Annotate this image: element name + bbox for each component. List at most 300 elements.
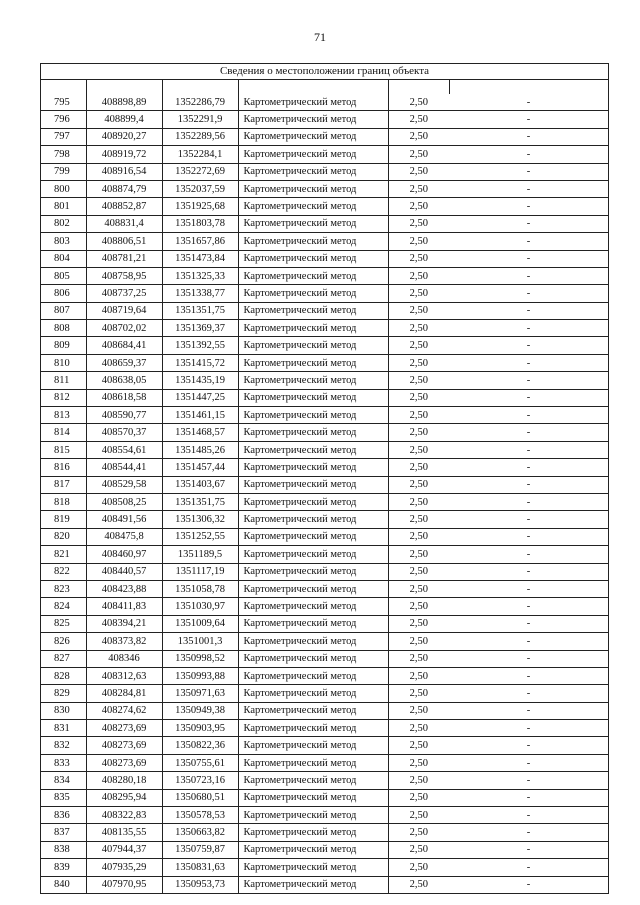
method-cell: Картометрический метод [238, 250, 388, 267]
accuracy-cell: 2,50 [388, 615, 449, 632]
accuracy-cell: 2,50 [388, 667, 449, 684]
x-coordinate-cell: 408874,79 [86, 180, 162, 197]
accuracy-cell: 2,50 [388, 198, 449, 215]
note-cell: - [449, 546, 608, 563]
y-coordinate-cell: 1351306,32 [162, 511, 238, 528]
page-number: 71 [314, 30, 326, 44]
x-coordinate-cell: 408273,69 [86, 754, 162, 771]
y-coordinate-cell: 1351925,68 [162, 198, 238, 215]
accuracy-cell: 2,50 [388, 128, 449, 145]
x-coordinate-cell: 408758,95 [86, 267, 162, 284]
note-cell: - [449, 302, 608, 319]
method-cell: Картометрический метод [238, 807, 388, 824]
y-coordinate-cell: 1351369,37 [162, 320, 238, 337]
x-coordinate-cell: 408554,61 [86, 441, 162, 458]
point-number-cell: 820 [41, 528, 86, 545]
x-coordinate-cell: 407944,37 [86, 841, 162, 858]
x-coordinate-cell: 408274,62 [86, 702, 162, 719]
point-number-cell: 807 [41, 302, 86, 319]
x-coordinate-cell: 408919,72 [86, 146, 162, 163]
y-coordinate-cell: 1351457,44 [162, 459, 238, 476]
table-caption: Сведения о местоположении границ объекта [41, 64, 608, 80]
point-number-cell: 826 [41, 633, 86, 650]
point-number-cell: 829 [41, 685, 86, 702]
method-cell: Картометрический метод [238, 128, 388, 145]
table-row [41, 441, 608, 458]
table-row [41, 720, 608, 737]
x-coordinate-cell: 408394,21 [86, 615, 162, 632]
method-cell: Картометрический метод [238, 267, 388, 284]
accuracy-cell: 2,50 [388, 650, 449, 667]
point-number-cell: 803 [41, 233, 86, 250]
accuracy-cell: 2,50 [388, 876, 449, 893]
note-cell: - [449, 667, 608, 684]
point-number-cell: 821 [41, 546, 86, 563]
point-number-cell: 828 [41, 667, 86, 684]
x-coordinate-cell: 408920,27 [86, 128, 162, 145]
point-number-cell: 796 [41, 111, 86, 128]
table-row [41, 563, 608, 580]
point-number-cell: 834 [41, 772, 86, 789]
note-cell: - [449, 389, 608, 406]
x-coordinate-cell: 408590,77 [86, 407, 162, 424]
accuracy-cell: 2,50 [388, 267, 449, 284]
table-row [41, 250, 608, 267]
note-cell: - [449, 824, 608, 841]
method-cell: Картометрический метод [238, 789, 388, 806]
point-number-cell: 832 [41, 737, 86, 754]
note-cell: - [449, 337, 608, 354]
table-row [41, 580, 608, 597]
y-coordinate-cell: 1352289,56 [162, 128, 238, 145]
table-row [41, 667, 608, 684]
method-cell: Картометрический метод [238, 754, 388, 771]
method-cell: Картометрический метод [238, 493, 388, 510]
x-coordinate-cell: 408544,41 [86, 459, 162, 476]
y-coordinate-cell: 1350993,88 [162, 667, 238, 684]
table-row [41, 702, 608, 719]
note-cell: - [449, 737, 608, 754]
note-cell: - [449, 146, 608, 163]
point-number-cell: 816 [41, 459, 86, 476]
table-row [41, 876, 608, 893]
accuracy-cell: 2,50 [388, 250, 449, 267]
accuracy-cell: 2,50 [388, 841, 449, 858]
accuracy-cell: 2,50 [388, 859, 449, 876]
y-coordinate-cell: 1352291,9 [162, 111, 238, 128]
note-cell: - [449, 789, 608, 806]
x-coordinate-cell: 408295,94 [86, 789, 162, 806]
table-row [41, 111, 608, 128]
x-coordinate-cell: 408618,58 [86, 389, 162, 406]
method-cell: Картометрический метод [238, 859, 388, 876]
y-coordinate-cell: 1350822,36 [162, 737, 238, 754]
table-row [41, 859, 608, 876]
note-cell: - [449, 633, 608, 650]
point-number-cell: 804 [41, 250, 86, 267]
x-coordinate-cell: 408638,05 [86, 372, 162, 389]
point-number-cell: 801 [41, 198, 86, 215]
table-row [41, 94, 608, 111]
x-coordinate-cell: 408570,37 [86, 424, 162, 441]
accuracy-cell: 2,50 [388, 111, 449, 128]
accuracy-cell: 2,50 [388, 511, 449, 528]
y-coordinate-cell: 1352286,79 [162, 94, 238, 111]
y-coordinate-cell: 1351009,64 [162, 615, 238, 632]
x-coordinate-cell: 408460,97 [86, 546, 162, 563]
x-coordinate-cell: 408831,4 [86, 215, 162, 232]
accuracy-cell: 2,50 [388, 441, 449, 458]
accuracy-cell: 2,50 [388, 389, 449, 406]
note-cell: - [449, 720, 608, 737]
y-coordinate-cell: 1350680,51 [162, 789, 238, 806]
point-number-cell: 836 [41, 807, 86, 824]
note-cell: - [449, 459, 608, 476]
accuracy-cell: 2,50 [388, 372, 449, 389]
y-coordinate-cell: 1350971,63 [162, 685, 238, 702]
method-cell: Картометрический метод [238, 546, 388, 563]
point-number-cell: 802 [41, 215, 86, 232]
accuracy-cell: 2,50 [388, 180, 449, 197]
table-row [41, 493, 608, 510]
table-row [41, 824, 608, 841]
note-cell: - [449, 215, 608, 232]
method-cell: Картометрический метод [238, 389, 388, 406]
x-coordinate-cell: 407970,95 [86, 876, 162, 893]
x-coordinate-cell: 408684,41 [86, 337, 162, 354]
x-coordinate-cell: 408273,69 [86, 720, 162, 737]
point-number-cell: 797 [41, 128, 86, 145]
point-number-cell: 838 [41, 841, 86, 858]
y-coordinate-cell: 1351485,26 [162, 441, 238, 458]
point-number-cell: 831 [41, 720, 86, 737]
method-cell: Картометрический метод [238, 633, 388, 650]
method-cell: Картометрический метод [238, 320, 388, 337]
accuracy-cell: 2,50 [388, 146, 449, 163]
note-cell: - [449, 198, 608, 215]
table-row [41, 841, 608, 858]
accuracy-cell: 2,50 [388, 285, 449, 302]
note-cell: - [449, 685, 608, 702]
note-cell: - [449, 180, 608, 197]
point-number-cell: 839 [41, 859, 86, 876]
accuracy-cell: 2,50 [388, 563, 449, 580]
accuracy-cell: 2,50 [388, 424, 449, 441]
y-coordinate-cell: 1351252,55 [162, 528, 238, 545]
note-cell: - [449, 250, 608, 267]
accuracy-cell: 2,50 [388, 737, 449, 754]
x-coordinate-cell: 408135,55 [86, 824, 162, 841]
point-number-cell: 798 [41, 146, 86, 163]
method-cell: Картометрический метод [238, 598, 388, 615]
y-coordinate-cell: 1351473,84 [162, 250, 238, 267]
point-number-cell: 813 [41, 407, 86, 424]
y-coordinate-cell: 1352037,59 [162, 180, 238, 197]
table-row [41, 285, 608, 302]
accuracy-cell: 2,50 [388, 493, 449, 510]
point-number-cell: 808 [41, 320, 86, 337]
note-cell: - [449, 841, 608, 858]
point-number-cell: 795 [41, 94, 86, 111]
point-number-cell: 837 [41, 824, 86, 841]
accuracy-cell: 2,50 [388, 754, 449, 771]
note-cell: - [449, 285, 608, 302]
table-row [41, 128, 608, 145]
point-number-cell: 819 [41, 511, 86, 528]
point-number-cell: 805 [41, 267, 86, 284]
accuracy-cell: 2,50 [388, 633, 449, 650]
note-cell: - [449, 128, 608, 145]
note-cell: - [449, 476, 608, 493]
method-cell: Картометрический метод [238, 841, 388, 858]
accuracy-cell: 2,50 [388, 772, 449, 789]
accuracy-cell: 2,50 [388, 720, 449, 737]
method-cell: Картометрический метод [238, 702, 388, 719]
accuracy-cell: 2,50 [388, 824, 449, 841]
x-coordinate-cell: 408491,56 [86, 511, 162, 528]
table-row [41, 615, 608, 632]
x-coordinate-cell: 408273,69 [86, 737, 162, 754]
x-coordinate-cell: 408411,83 [86, 598, 162, 615]
note-cell: - [449, 407, 608, 424]
accuracy-cell: 2,50 [388, 580, 449, 597]
x-coordinate-cell: 408423,88 [86, 580, 162, 597]
table-row [41, 598, 608, 615]
table-row [41, 163, 608, 180]
x-coordinate-cell: 408280,18 [86, 772, 162, 789]
y-coordinate-cell: 1351117,19 [162, 563, 238, 580]
boundary-coordinates-table [40, 63, 609, 894]
x-coordinate-cell: 408719,64 [86, 302, 162, 319]
method-cell: Картометрический метод [238, 737, 388, 754]
y-coordinate-cell: 1351415,72 [162, 354, 238, 371]
x-coordinate-cell: 408737,25 [86, 285, 162, 302]
note-cell: - [449, 320, 608, 337]
table-row [41, 633, 608, 650]
point-number-cell: 809 [41, 337, 86, 354]
point-number-cell: 833 [41, 754, 86, 771]
x-coordinate-cell: 408806,51 [86, 233, 162, 250]
x-coordinate-cell: 408659,37 [86, 354, 162, 371]
y-coordinate-cell: 1351351,75 [162, 302, 238, 319]
y-coordinate-cell: 1350831,63 [162, 859, 238, 876]
table-spacer-row [41, 80, 608, 94]
x-coordinate-cell: 408781,21 [86, 250, 162, 267]
method-cell: Картометрический метод [238, 407, 388, 424]
method-cell: Картометрический метод [238, 876, 388, 893]
y-coordinate-cell: 1351447,25 [162, 389, 238, 406]
x-coordinate-cell: 408373,82 [86, 633, 162, 650]
accuracy-cell: 2,50 [388, 546, 449, 563]
point-number-cell: 835 [41, 789, 86, 806]
table-row [41, 789, 608, 806]
table-row [41, 180, 608, 197]
x-coordinate-cell: 408529,58 [86, 476, 162, 493]
table-row [41, 146, 608, 163]
note-cell: - [449, 876, 608, 893]
method-cell: Картометрический метод [238, 302, 388, 319]
note-cell: - [449, 441, 608, 458]
note-cell: - [449, 528, 608, 545]
y-coordinate-cell: 1350755,61 [162, 754, 238, 771]
table-row [41, 389, 608, 406]
note-cell: - [449, 580, 608, 597]
table-row [41, 354, 608, 371]
note-cell: - [449, 424, 608, 441]
table-row [41, 807, 608, 824]
note-cell: - [449, 372, 608, 389]
accuracy-cell: 2,50 [388, 459, 449, 476]
method-cell: Картометрический метод [238, 650, 388, 667]
note-cell: - [449, 754, 608, 771]
point-number-cell: 827 [41, 650, 86, 667]
table-row [41, 215, 608, 232]
y-coordinate-cell: 1351351,75 [162, 493, 238, 510]
note-cell: - [449, 563, 608, 580]
method-cell: Картометрический метод [238, 233, 388, 250]
y-coordinate-cell: 1350759,87 [162, 841, 238, 858]
point-number-cell: 815 [41, 441, 86, 458]
note-cell: - [449, 650, 608, 667]
method-cell: Картометрический метод [238, 198, 388, 215]
table-row [41, 476, 608, 493]
method-cell: Картометрический метод [238, 163, 388, 180]
method-cell: Картометрический метод [238, 563, 388, 580]
y-coordinate-cell: 1350663,82 [162, 824, 238, 841]
accuracy-cell: 2,50 [388, 476, 449, 493]
accuracy-cell: 2,50 [388, 807, 449, 824]
method-cell: Картометрический метод [238, 511, 388, 528]
y-coordinate-cell: 1350723,16 [162, 772, 238, 789]
note-cell: - [449, 807, 608, 824]
y-coordinate-cell: 1350998,52 [162, 650, 238, 667]
table-row [41, 424, 608, 441]
point-number-cell: 812 [41, 389, 86, 406]
method-cell: Картометрический метод [238, 337, 388, 354]
point-number-cell: 823 [41, 580, 86, 597]
y-coordinate-cell: 1351435,19 [162, 372, 238, 389]
point-number-cell: 806 [41, 285, 86, 302]
table-row [41, 528, 608, 545]
note-cell: - [449, 702, 608, 719]
point-number-cell: 817 [41, 476, 86, 493]
y-coordinate-cell: 1351058,78 [162, 580, 238, 597]
y-coordinate-cell: 1351189,5 [162, 546, 238, 563]
note-cell: - [449, 354, 608, 371]
table-row [41, 267, 608, 284]
x-coordinate-cell: 408284,81 [86, 685, 162, 702]
method-cell: Картометрический метод [238, 720, 388, 737]
method-cell: Картометрический метод [238, 441, 388, 458]
method-cell: Картометрический метод [238, 476, 388, 493]
point-number-cell: 811 [41, 372, 86, 389]
y-coordinate-cell: 1351468,57 [162, 424, 238, 441]
point-number-cell: 814 [41, 424, 86, 441]
note-cell: - [449, 859, 608, 876]
point-number-cell: 818 [41, 493, 86, 510]
accuracy-cell: 2,50 [388, 163, 449, 180]
method-cell: Картометрический метод [238, 824, 388, 841]
note-cell: - [449, 598, 608, 615]
point-number-cell: 822 [41, 563, 86, 580]
accuracy-cell: 2,50 [388, 302, 449, 319]
table-row [41, 772, 608, 789]
point-number-cell: 800 [41, 180, 86, 197]
accuracy-cell: 2,50 [388, 685, 449, 702]
y-coordinate-cell: 1352284,1 [162, 146, 238, 163]
accuracy-cell: 2,50 [388, 789, 449, 806]
x-coordinate-cell: 408702,02 [86, 320, 162, 337]
y-coordinate-cell: 1350903,95 [162, 720, 238, 737]
table-row [41, 320, 608, 337]
accuracy-cell: 2,50 [388, 320, 449, 337]
method-cell: Картометрический метод [238, 180, 388, 197]
method-cell: Картометрический метод [238, 772, 388, 789]
accuracy-cell: 2,50 [388, 702, 449, 719]
y-coordinate-cell: 1352272,69 [162, 163, 238, 180]
point-number-cell: 824 [41, 598, 86, 615]
x-coordinate-cell: 408346 [86, 650, 162, 667]
point-number-cell: 799 [41, 163, 86, 180]
table-row [41, 407, 608, 424]
accuracy-cell: 2,50 [388, 354, 449, 371]
point-number-cell: 810 [41, 354, 86, 371]
note-cell: - [449, 267, 608, 284]
table-row [41, 233, 608, 250]
method-cell: Картометрический метод [238, 354, 388, 371]
table-row [41, 685, 608, 702]
accuracy-cell: 2,50 [388, 598, 449, 615]
note-cell: - [449, 94, 608, 111]
accuracy-cell: 2,50 [388, 94, 449, 111]
accuracy-cell: 2,50 [388, 215, 449, 232]
note-cell: - [449, 511, 608, 528]
method-cell: Картометрический метод [238, 615, 388, 632]
accuracy-cell: 2,50 [388, 337, 449, 354]
x-coordinate-cell: 407935,29 [86, 859, 162, 876]
coordinates-grid [41, 80, 608, 894]
y-coordinate-cell: 1351461,15 [162, 407, 238, 424]
y-coordinate-cell: 1350949,38 [162, 702, 238, 719]
x-coordinate-cell: 408916,54 [86, 163, 162, 180]
point-number-cell: 825 [41, 615, 86, 632]
y-coordinate-cell: 1351392,55 [162, 337, 238, 354]
table-row [41, 302, 608, 319]
accuracy-cell: 2,50 [388, 407, 449, 424]
table-row [41, 459, 608, 476]
y-coordinate-cell: 1351001,3 [162, 633, 238, 650]
table-row [41, 754, 608, 771]
y-coordinate-cell: 1351803,78 [162, 215, 238, 232]
x-coordinate-cell: 408852,87 [86, 198, 162, 215]
method-cell: Картометрический метод [238, 424, 388, 441]
accuracy-cell: 2,50 [388, 528, 449, 545]
method-cell: Картометрический метод [238, 111, 388, 128]
method-cell: Картометрический метод [238, 459, 388, 476]
method-cell: Картометрический метод [238, 215, 388, 232]
method-cell: Картометрический метод [238, 667, 388, 684]
method-cell: Картометрический метод [238, 580, 388, 597]
accuracy-cell: 2,50 [388, 233, 449, 250]
note-cell: - [449, 233, 608, 250]
note-cell: - [449, 615, 608, 632]
x-coordinate-cell: 408440,57 [86, 563, 162, 580]
x-coordinate-cell: 408322,83 [86, 807, 162, 824]
table-row [41, 198, 608, 215]
x-coordinate-cell: 408899,4 [86, 111, 162, 128]
method-cell: Картометрический метод [238, 372, 388, 389]
y-coordinate-cell: 1351403,67 [162, 476, 238, 493]
